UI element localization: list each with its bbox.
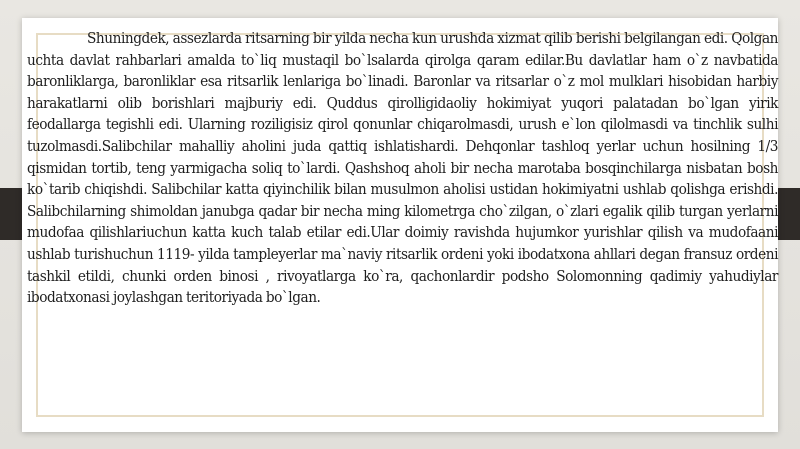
body-paragraph: Shuningdek, assezlarda ritsarning bir yilda necha kun urushda xizmat qilib berishi belgilangan edi. Qolgan uchta davlat rahbarlari amalda to`liq mustaqil bo`lsalarda qirolga qaram edilar.Bu davlatlar ham o`z navbatida baronliklarga, baronliklar esa ritsarlik lenlariga bo`linadi. Baronlar va ritsarlar o`z mol mulklari hisobidan harbiy harakatlarni olib borishlari majburiy edi. Quddus qirolligidaoliy hokimiyat yuqori palatadan bo`lgan yirik feodallarga tegishli edi. Ularning roziligisiz qirol qonunlar chiqarolmasdi, urush e`lon qilolmasdi va tinchlik sulhi tuzolmasdi.Salibchilar mahalliy aholini juda qattiq ishlatishardi. Dehqonlar tashloq yerlar uchun hosilning 1/3 qismidan tortib, teng yarmigacha soliq to`lardi. Qashshoq aholi bir necha marotaba bosqinchilarga nisbatan bosh ko`tarib chiqishdi. Salibchilar katta qiyinchilik bilan musulmon aholisi ustidan hokimiyatni ushlab qolishga erishdi. Salibchilarning shimoldan janubga qadar bir necha ming kilometrga cho`zilgan, o`zlari egalik qilib turgan yerlarni mudofaa qilishlariuchun katta kuch talab etilar edi.Ular doimiy ravishda hujumkor yurishlar qilish va mudofaani ushlab turishuchun 1119- yilda tampleyerlar ma`naviy ritsarlik ordeni yoki ibodatxona ahllari degan fransuz ordeni tashkil etildi, chunki orden binosi , rivoyatlarga ko`ra, qachonlardir podsho Solomonning qadimiy yahudiylar ibodatxonasi joylashgan teritoriyada bo`lgan. [27,29,778,307]
left-accent-bar [0,188,22,240]
right-accent-bar [778,188,800,240]
